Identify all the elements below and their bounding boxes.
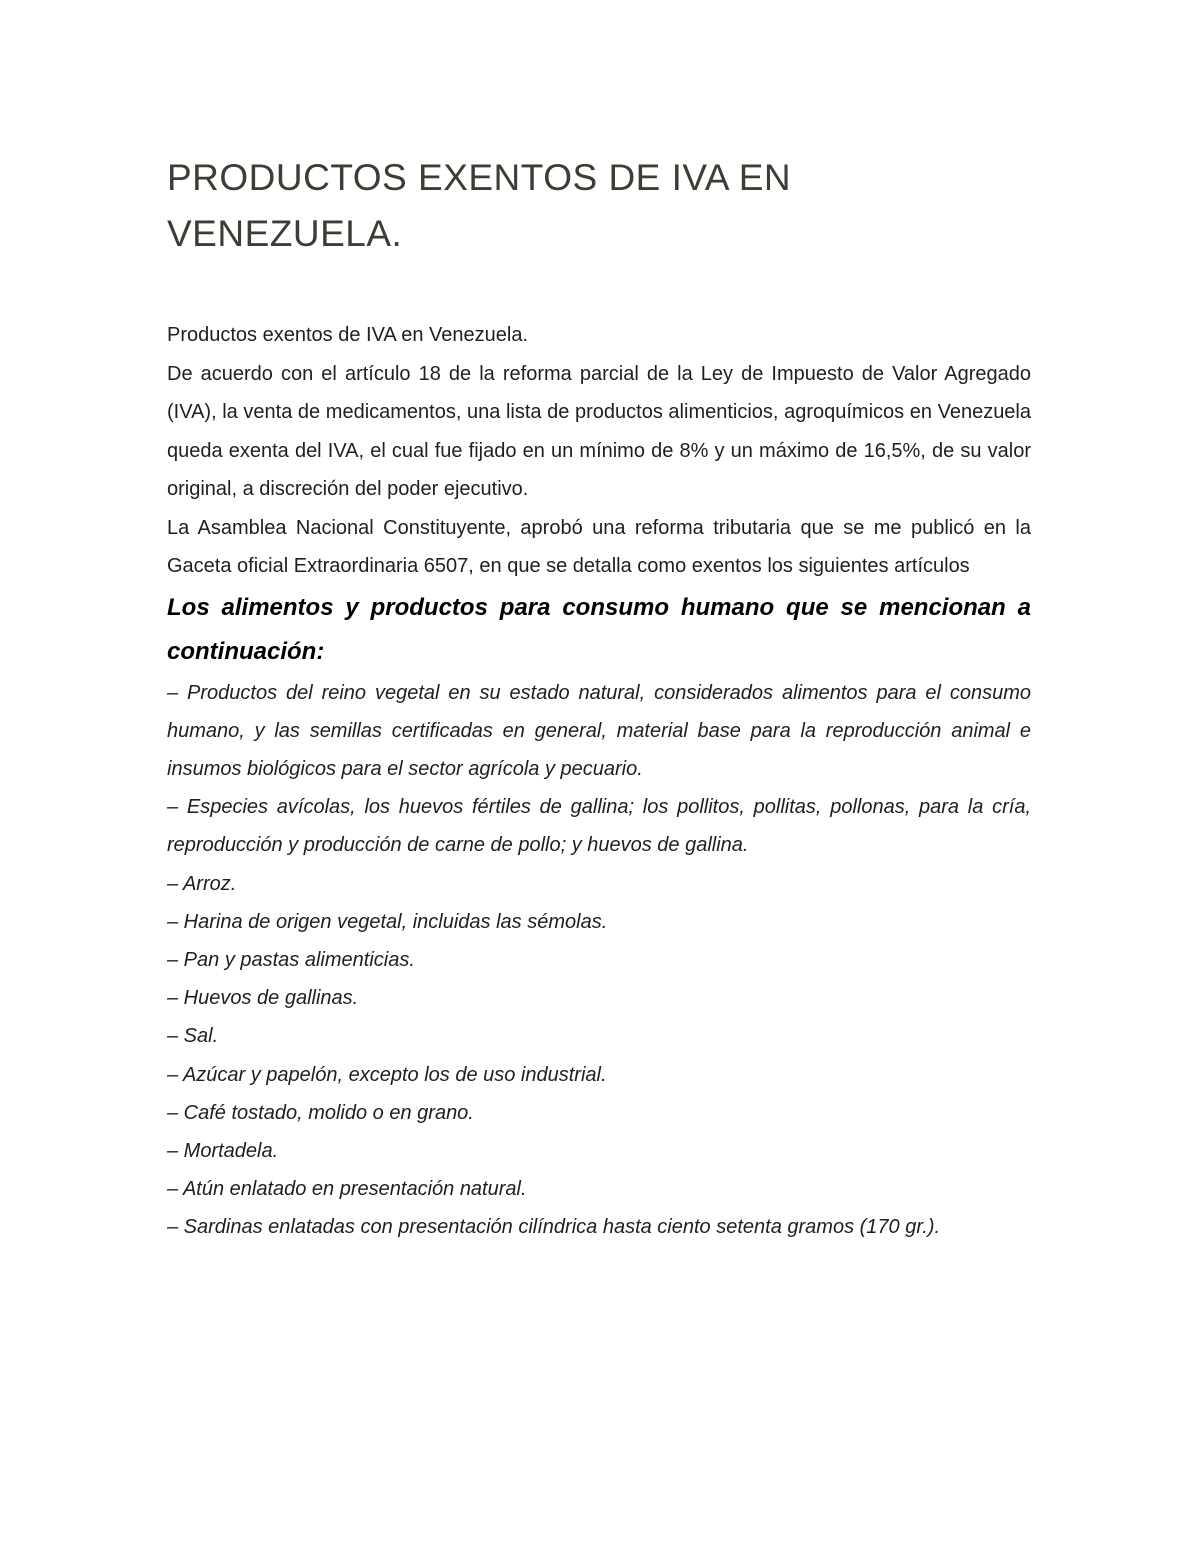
document-body (167, 150, 1031, 1247)
list-item: – Café tostado, molido o en grano. (167, 1101, 474, 1124)
list-item: – Sardinas enlatadas con presentación cilíndrica hasta ciento setenta gramos (170 gr.). (167, 1216, 941, 1239)
list-item: – Pan y pastas alimenticias. (167, 948, 415, 971)
list-item: – Arroz. (167, 872, 237, 895)
asamblea-paragraph: La Asamblea Nacional Constituyente, aprobó una reforma tributaria que se me publicó en la Gaceta oficial Extraordinaria 6507, en que se detalla como exentos los siguientes artículos (167, 516, 1031, 577)
exempt-items-list (167, 674, 1031, 1247)
list-item: – Atún enlatado en presentación natural. (167, 1178, 527, 1201)
article-18-paragraph: De acuerdo con el artículo 18 de la reforma parcial de la Ley de Impuesto de Valor Agregado (IVA), la venta de medicamentos, una lista de productos alimenticios, agroquímicos en Venezuela queda exenta del IVA, el cual fue fijado en un mínimo de 8% y un máximo de 16,5%, de su valor original, a discreción del poder ejecutivo. (167, 362, 1031, 500)
list-item: – Sal. (167, 1025, 219, 1048)
intro-line: Productos exentos de IVA en Venezuela. (167, 324, 528, 346)
list-item: – Mortadela. (167, 1139, 279, 1162)
list-item: – Productos del reino vegetal en su estado natural, considerados alimentos para el consumo humano, y las semillas certificadas en general, material base para la reproducción animal e insumos biológicos para el sector agrícola y pecuario. (167, 681, 1031, 780)
document-title: PRODUCTOS EXENTOS DE IVA EN VENEZUELA. (167, 157, 792, 254)
list-item: – Especies avícolas, los huevos fértiles de gallina; los pollitos, pollitas, pollonas, para la cría, reproducción y producción de carne de pollo; y huevos de gallina. (167, 796, 1031, 857)
list-item: – Huevos de gallinas. (167, 987, 359, 1010)
title-spacer (167, 262, 1031, 316)
section-heading: Los alimentos y productos para consumo humano que se mencionan a continuación: (167, 593, 1031, 665)
list-item: – Azúcar y papelón, excepto los de uso industrial. (167, 1063, 607, 1086)
list-item: – Harina de origen vegetal, incluidas las sémolas. (167, 910, 608, 933)
